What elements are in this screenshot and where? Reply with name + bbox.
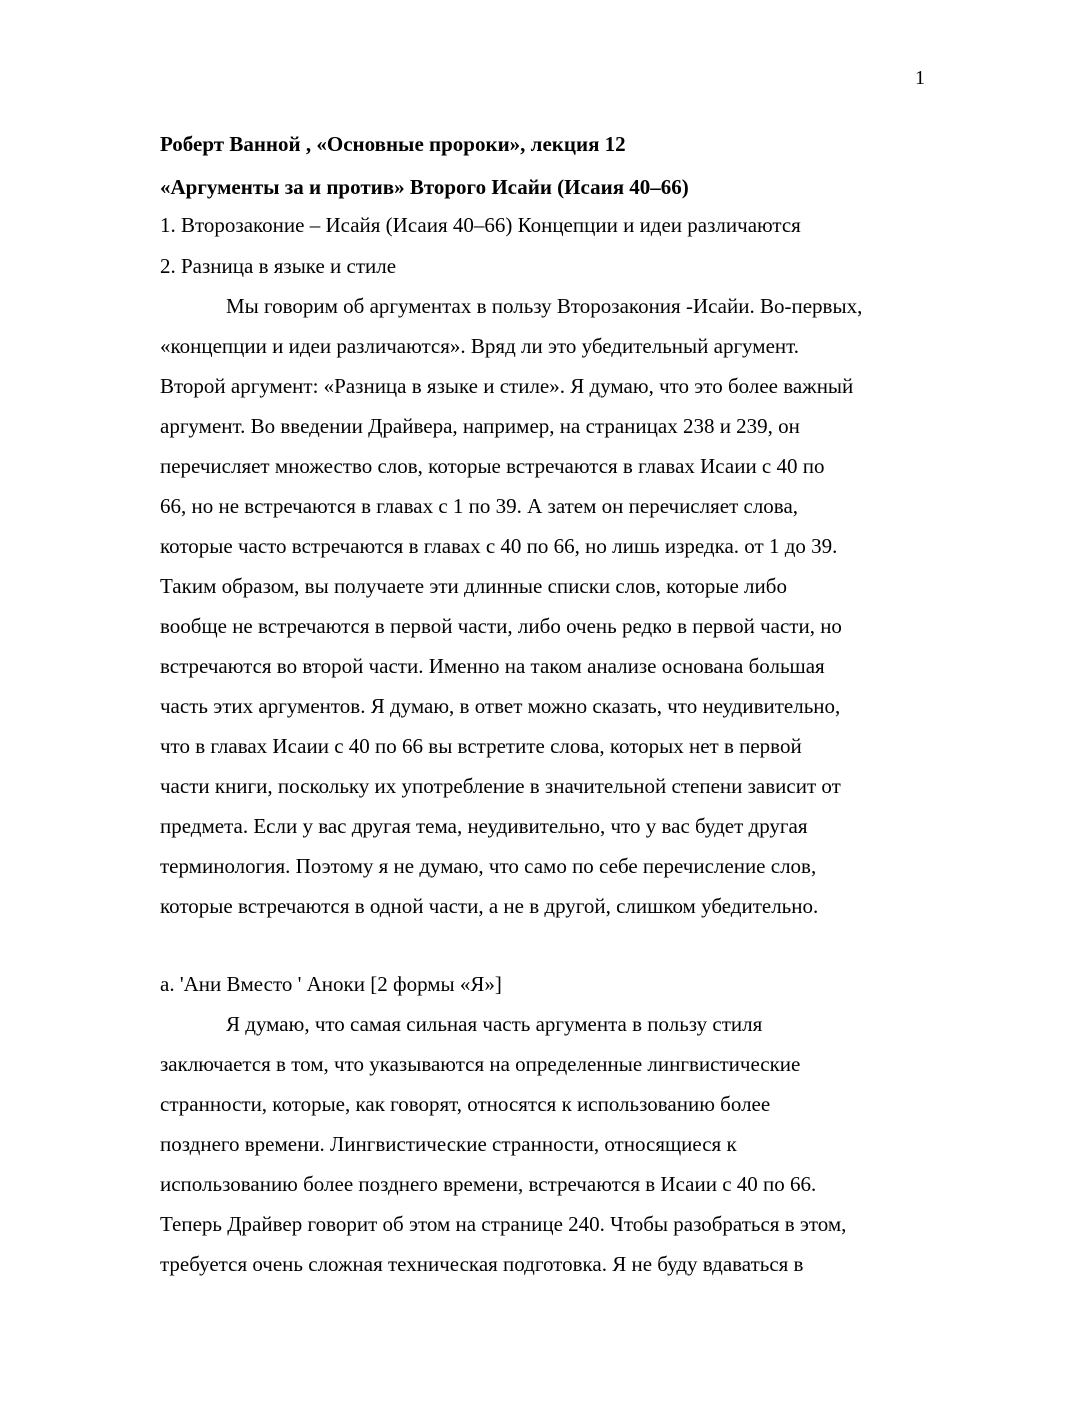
paragraph-line: Теперь Драйвер говорит об этом на странице 240. Чтобы разобраться в этом, — [160, 1212, 847, 1236]
page-number: 1 — [915, 67, 925, 89]
paragraph-line: предмета. Если у вас другая тема, неудивительно, что у вас будет другая — [160, 814, 808, 838]
paragraph-line: часть этих аргументов. Я думаю, в ответ можно сказать, что неудивительно, — [160, 694, 841, 718]
paragraph-line: части книги, поскольку их употребление в значительной степени зависит от — [160, 774, 841, 798]
paragraph-line: Мы говорим об аргументах в пользу Второзакония -Исайи. Во-первых, — [226, 294, 863, 318]
paragraph-line: встречаются во второй части. Именно на таком анализе основана большая — [160, 654, 825, 678]
paragraph-line: что в главах Исаии с 40 по 66 вы встретите слова, которых нет в первой — [160, 734, 802, 758]
paragraph-line: которые часто встречаются в главах с 40 по 66, но лишь изредка. от 1 до 39. — [160, 534, 838, 558]
paragraph-line: «концепции и идеи различаются». Вряд ли это убедительный аргумент. — [160, 334, 799, 358]
paragraph-line: терминология. Поэтому я не думаю, что само по себе перечисление слов, — [160, 854, 817, 878]
paragraph-line: Второй аргумент: «Разница в языке и стиле». Я думаю, что это более важный — [160, 374, 854, 398]
paragraph-line: аргумент. Во введении Драйвера, например, на страницах 238 и 239, он — [160, 414, 800, 438]
paragraph-line: вообще не встречаются в первой части, либо очень редко в первой части, но — [160, 614, 842, 638]
paragraph-line: перечисляет множество слов, которые встречаются в главах Исаии с 40 по — [160, 454, 825, 478]
paragraph-line: которые встречаются в одной части, а не в другой, слишком убедительно. — [160, 894, 819, 918]
list-item: 1. Второзаконие – Исайя (Исаия 40–66) Концепции и идеи различаются — [160, 213, 801, 237]
paragraph-line: использованию более позднего времени, встречаются в Исаии с 40 по 66. — [160, 1172, 817, 1196]
paragraph-line: позднего времени. Лингвистические странности, относящиеся к — [160, 1132, 737, 1156]
paragraph-line: 66, но не встречаются в главах с 1 по 39. А затем он перечисляет слова, — [160, 494, 799, 518]
lecture-subtitle: «Аргументы за и против» Второго Исайи (Исаия 40–66) — [160, 175, 689, 199]
paragraph-line: заключается в том, что указываются на определенные лингвистические — [160, 1052, 801, 1076]
lecture-title: Роберт Ванной , «Основные пророки», лекция 12 — [160, 132, 626, 156]
section-subheading: а. 'Ани Вместо ' Аноки [2 формы «Я»] — [160, 972, 502, 996]
paragraph-line: странности, которые, как говорят, относятся к использованию более — [160, 1092, 771, 1116]
paragraph-line: требуется очень сложная техническая подготовка. Я не буду вдаваться в — [160, 1252, 804, 1276]
paragraph-line: Я думаю, что самая сильная часть аргумента в пользу стиля — [226, 1012, 763, 1036]
list-item: 2. Разница в языке и стиле — [160, 254, 397, 278]
paragraph-line: Таким образом, вы получаете эти длинные списки слов, которые либо — [160, 574, 787, 598]
